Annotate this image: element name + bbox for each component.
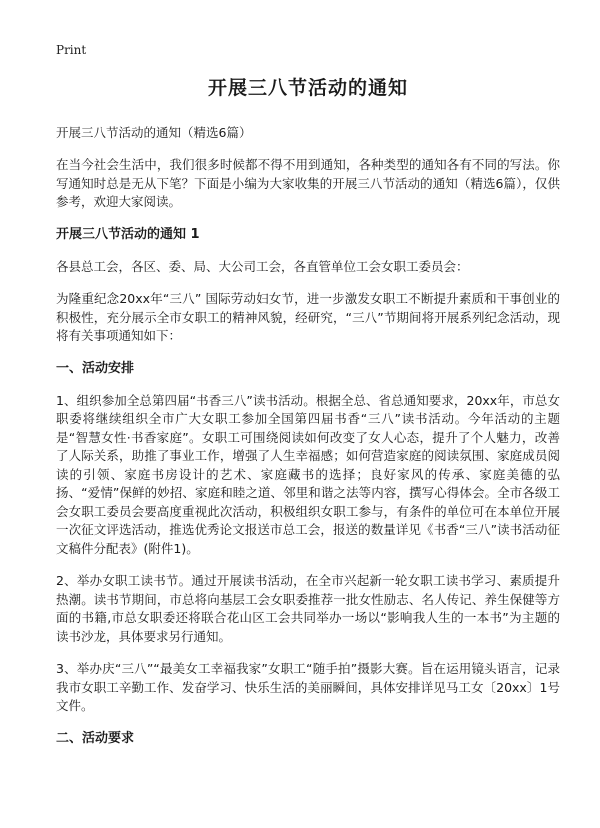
section-heading-activities: 一、活动安排: [56, 360, 135, 376]
opening-paragraph: 为隆重纪念20xx年“三八” 国际劳动妇女节，进一步激发女职工不断提升素质和干事创业的积极性，充分展示全市女职工的精神风貌，经研究，“三八”节期间将开展系列纪念活动，现将有关事项通知如下：: [56, 291, 560, 343]
section-heading-requirements: 二、活动要求: [56, 730, 135, 746]
activity-item-3: 3、举办庆“三八”“最美女工幸福我家”女职工“随手拍”摄影大赛。旨在运用镜头语言，记录我市女职工辛勤工作、发奋学习、快乐生活的美丽瞬间，具体安排详见马工女〔20xx〕1号文件。: [56, 661, 560, 713]
activity-item-2: 2、举办女职工读书节。通过开展读书活动，在全市兴起新一轮女职工读书学习、素质提升热潮。读书节期间，市总将向基层工会女职委推荐一批女性励志、名人传记、养生保健等方面的书籍,市总女职委还将联合花山区工会共同举办一场以“影响我人生的一本书”为主题的读书沙龙，具体要求另行通知。: [56, 573, 560, 644]
page-title: 开展三八节活动的通知: [207, 77, 408, 99]
salutation-paragraph: 各县总工会，各区、委、局、大公司工会，各直管单位工会女职工委员会：: [56, 258, 469, 274]
activity-item-1: 1、组织参加全总第四届“书香三八”读书活动。根据全总、省总通知要求，20xx年，市总女职委将继续组织全市广大女职工参加全国第四届书香“三八”读书活动。今年活动的主题是“智慧女性·书香家庭”。女职工可围绕阅读如何改变了女人心态，提升了个人魅力，改善了人际关系，助推了事业工作，增强了人生幸福感；如何营造家庭的阅读氛围、家庭成员阅读的引领、家庭书房设计的艺术、家庭藏书的选择；良好家风的传承、家庭美德的弘扬、“爱情”保鲜的妙招、家庭和睦之道、邻里和谐之法等内容，撰写心得体会。全市各级工会女职工委员会要高度重视此次活动，积极组织女职工参与，有条件的单位可在本单位开展一次征文评选活动，推选优秀论文报送市总工会，报送的数量详见《书香“三八”读书活动征文稿件分配表》(附件1)。: [56, 392, 560, 556]
notice-heading: 开展三八节活动的通知 1: [56, 226, 200, 242]
intro-paragraph: 在当今社会生活中，我们很多时候都不得不用到通知，各种类型的通知各有不同的写法。你写通知时总是无从下笔？下面是小编为大家收集的开展三八节活动的通知（精选6篇），仅供参考，欢迎大家阅读。: [56, 157, 560, 209]
print-link[interactable]: Print: [56, 43, 87, 57]
document-subtitle: 开展三八节活动的通知（精选6篇）: [56, 125, 252, 140]
